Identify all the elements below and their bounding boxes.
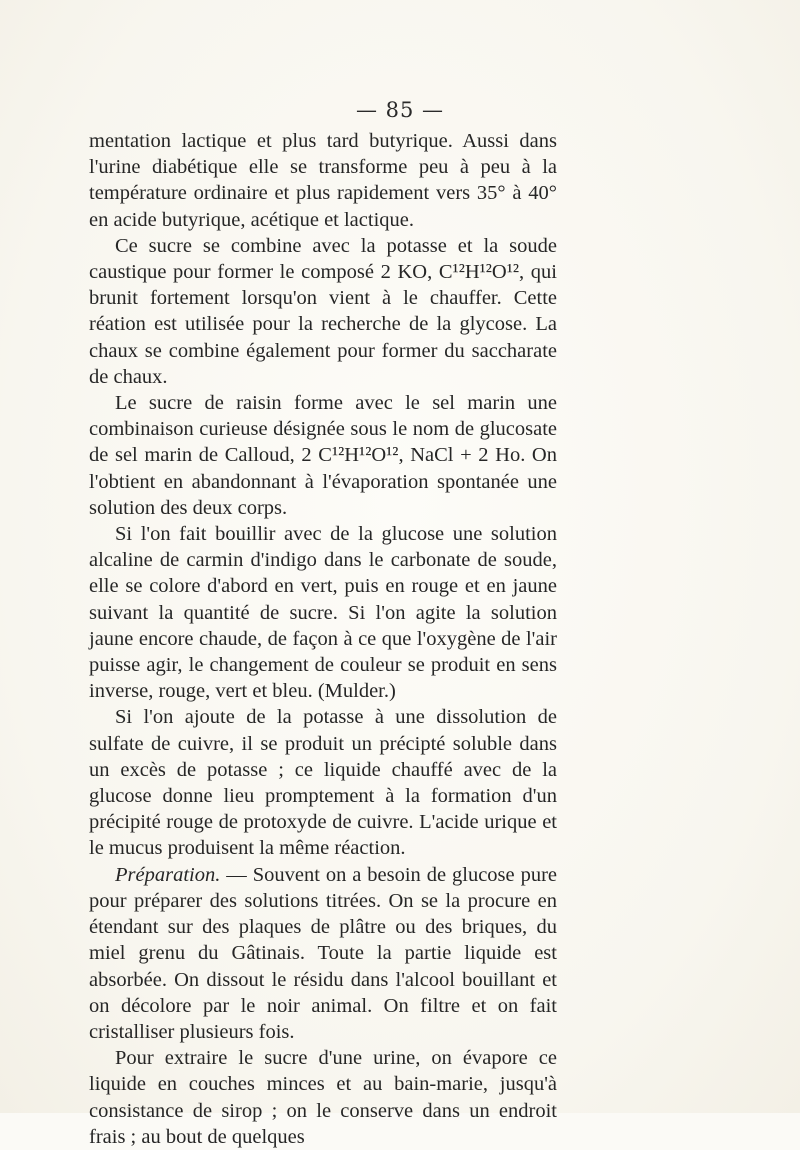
- body-text: [89, 128, 557, 1150]
- paragraph-text: Si l'on ajoute de la potasse à une dissolution de sulfate de cuivre, il se produit un précipté soluble dans un excès de potasse ; ce liquide chauffé avec de la glucose donne lieu promptement à la formation d'un précipité rouge de protoxyde de cuivre. L'acide urique et le mucus produisent la même réaction.: [89, 706, 557, 860]
- paragraph-copper: [89, 704, 557, 861]
- page-number: — 85 —: [355, 98, 445, 122]
- paragraph-text: mentation lactique et plus tard butyrique. Aussi dans l'urine diabétique elle se transforme peu à peu à la température ordinaire et plus rapidement vers 35° à 40° en acide butyrique, acétique et lactique.: [89, 130, 557, 231]
- section-lead: Préparation.: [115, 863, 221, 886]
- paragraph-extraction: [89, 1045, 557, 1150]
- paragraph-text: Le sucre de raisin forme avec le sel marin une combinaison curieuse désignée sous le nom de glucosate de sel marin de Calloud, 2 C¹²H¹²O¹², NaCl + 2 Ho. On l'obtient en abandonnant à l'évaporation spontanée une solution des deux corps.: [89, 392, 557, 519]
- paragraph-preparation: [89, 862, 557, 1045]
- paragraph-continuation: [89, 128, 557, 233]
- paragraph-potash: [89, 233, 557, 390]
- paragraph-text: Ce sucre se combine avec la potasse et la soude caustique pour former le composé 2 KO, C¹²H¹²O¹², qui brunit fortement lorsqu'on vient à le chauffer. Cette réation est utilisée pour la recherche de la glycose. La chaux se combine également pour former du saccharate de chaux.: [89, 234, 557, 388]
- paragraph-glucosate: [89, 390, 557, 521]
- paragraph-text: Pour extraire le sucre d'une urine, on évapore ce liquide en couches minces et au bain-marie, jusqu'à consistance de sirop ; on le conserve dans un endroit frais ; au bout de quelques: [89, 1047, 557, 1148]
- paragraph-text: — Souvent on a besoin de glucose pure pour préparer des solutions titrées. On se la procure en étendant sur des plaques de plâtre ou des briques, du miel grenu du Gâtinais. Toute la partie liquide est absorbée. On dissout le résidu dans l'alcool bouillant et on décolore par le noir animal. On filtre et on fait cristalliser plusieurs fois.: [89, 863, 557, 1043]
- paragraph-text: Si l'on fait bouillir avec de la glucose une solution alcaline de carmin d'indigo dans le carbonate de soude, elle se colore d'abord en vert, puis en rouge et en jaune suivant la quantité de sucre. Si l'on agite la solution jaune encore chaude, de façon à ce que l'oxygène de l'air puisse agir, le changement de couleur se produit en sens inverse, rouge, vert et bleu. (Mulder.): [89, 523, 557, 703]
- paragraph-indigo: [89, 521, 557, 704]
